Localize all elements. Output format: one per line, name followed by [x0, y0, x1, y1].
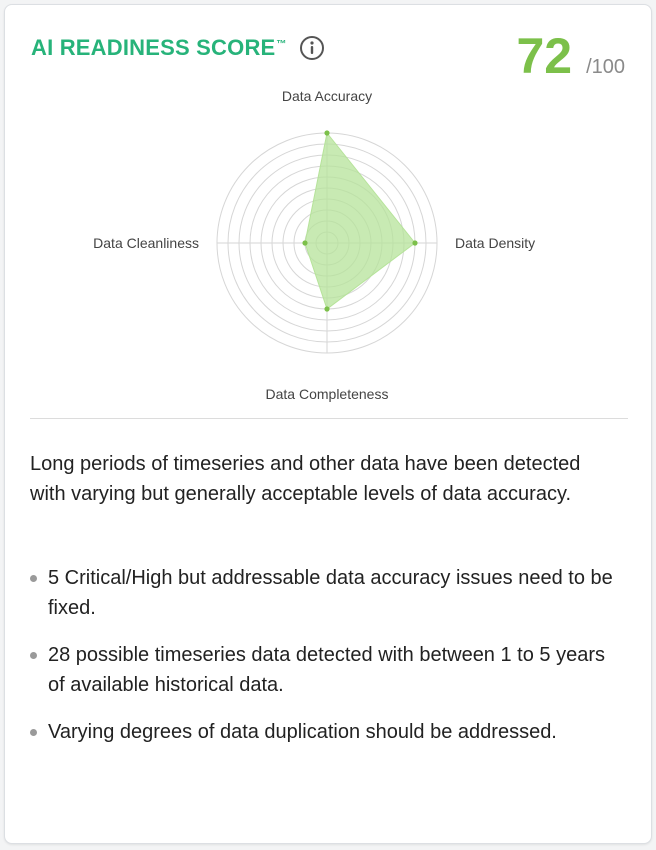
radar-point	[324, 306, 329, 311]
card-title: AI READINESS SCORE™	[31, 35, 287, 60]
list-item: Varying degrees of data duplication should be addressed.	[30, 717, 620, 747]
radar-point	[324, 130, 329, 135]
list-item: 28 possible timeseries data detected with between 1 to 5 years of available historical data.	[30, 640, 620, 700]
axis-label: Data Density	[455, 235, 536, 251]
axis-label: Data Completeness	[265, 386, 389, 402]
score-max: /100	[586, 56, 625, 78]
trademark: ™	[276, 38, 287, 50]
summary-text: Long periods of timeseries and other data have been detected with varying but generally acceptable levels of data accuracy.	[30, 453, 581, 505]
divider	[30, 418, 628, 419]
readiness-card	[4, 4, 652, 844]
radar-point	[412, 240, 417, 245]
radar-chart	[5, 5, 653, 415]
axis-label: Data Cleanliness	[93, 235, 199, 251]
list-item: 5 Critical/High but addressable data accuracy issues need to be fixed.	[30, 563, 620, 623]
axis-label: Data Accuracy	[281, 88, 373, 104]
score-value: 72	[516, 28, 573, 84]
radar-point	[302, 240, 307, 245]
issue-list	[30, 563, 620, 764]
